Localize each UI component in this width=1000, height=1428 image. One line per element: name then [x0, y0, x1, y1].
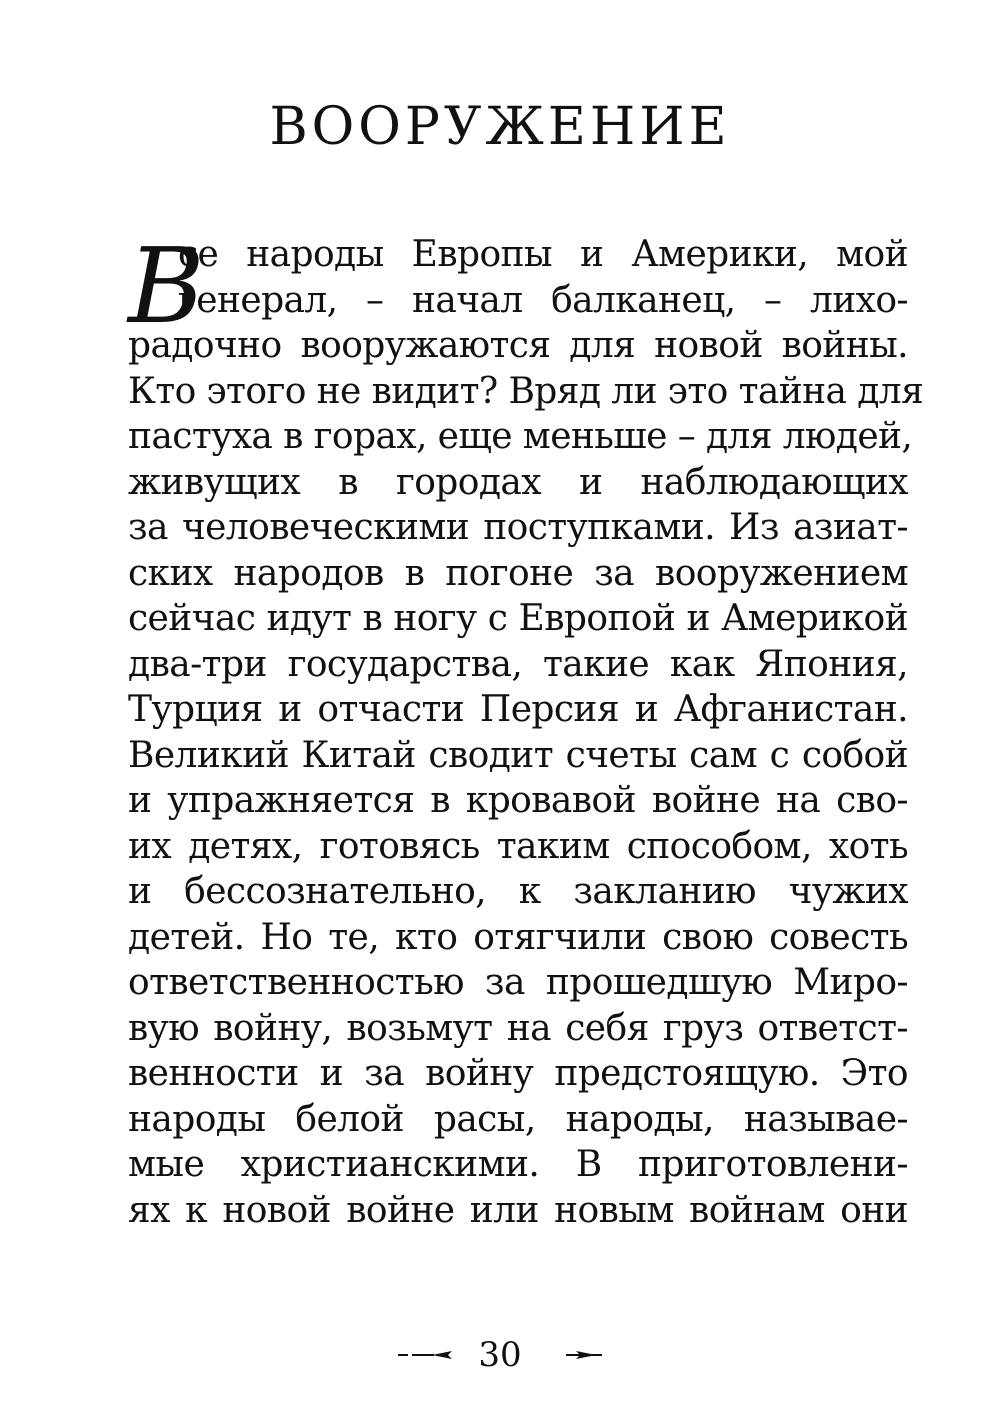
text-line: ответственностью за прошедшую Миро- [128, 962, 908, 1003]
text-line: Кто этого не видит? Вряд ли это тайна для [128, 370, 924, 412]
text-line: народы белой расы, народы, называе- [128, 1098, 908, 1140]
text-line: се народы Европы и Америки, мой [178, 234, 908, 275]
text-line: венности и за войну предстоящую. Это [128, 1053, 908, 1094]
text-line: ях к новой войне или новым войнам они [128, 1189, 908, 1231]
chapter-title: ВООРУЖЕНИЕ [269, 97, 731, 157]
page-footer [0, 1328, 1000, 1380]
body-text [128, 225, 924, 1233]
left-ornament-icon [396, 1348, 456, 1362]
text-line: живущих в городах и наблюдающих [128, 461, 908, 503]
text-line: Великий Китай сводит счеты сам с собой [128, 734, 908, 776]
text-line: два-три государства, такие как Япония, [128, 643, 908, 685]
text-line: и бессознательно, к закланию чужих [128, 871, 908, 912]
text-line: ских народов в погоне за вооружением [128, 552, 908, 594]
right-ornament-icon [544, 1348, 604, 1362]
text-line: пастуха в горах, еще меньше – для людей, [128, 416, 913, 457]
text-line: и упражняется в кровавой войне на сво- [128, 780, 908, 821]
text-line: детей. Но те, кто отягчили свою совесть [128, 916, 908, 958]
page-number: 30 [478, 1335, 522, 1375]
text-line: мые христианскими. В приготовлени- [128, 1144, 908, 1185]
text-line: сейчас идут в ногу с Европой и Америкой [128, 598, 908, 639]
text-line: вую войну, возьмут на себя груз ответст- [128, 1007, 908, 1049]
drop-cap: В [128, 225, 205, 347]
text-line: генерал, – начал балканец, – лихо- [178, 279, 908, 321]
text-line: Турция и отчасти Персия и Афганистан. [128, 689, 908, 730]
text-line: их детях, готовясь таким способом, хоть [128, 825, 908, 867]
text-line: за человеческими поступками. Из азиат- [128, 507, 908, 548]
text-line: радочно вооружаются для новой войны. [128, 325, 908, 366]
